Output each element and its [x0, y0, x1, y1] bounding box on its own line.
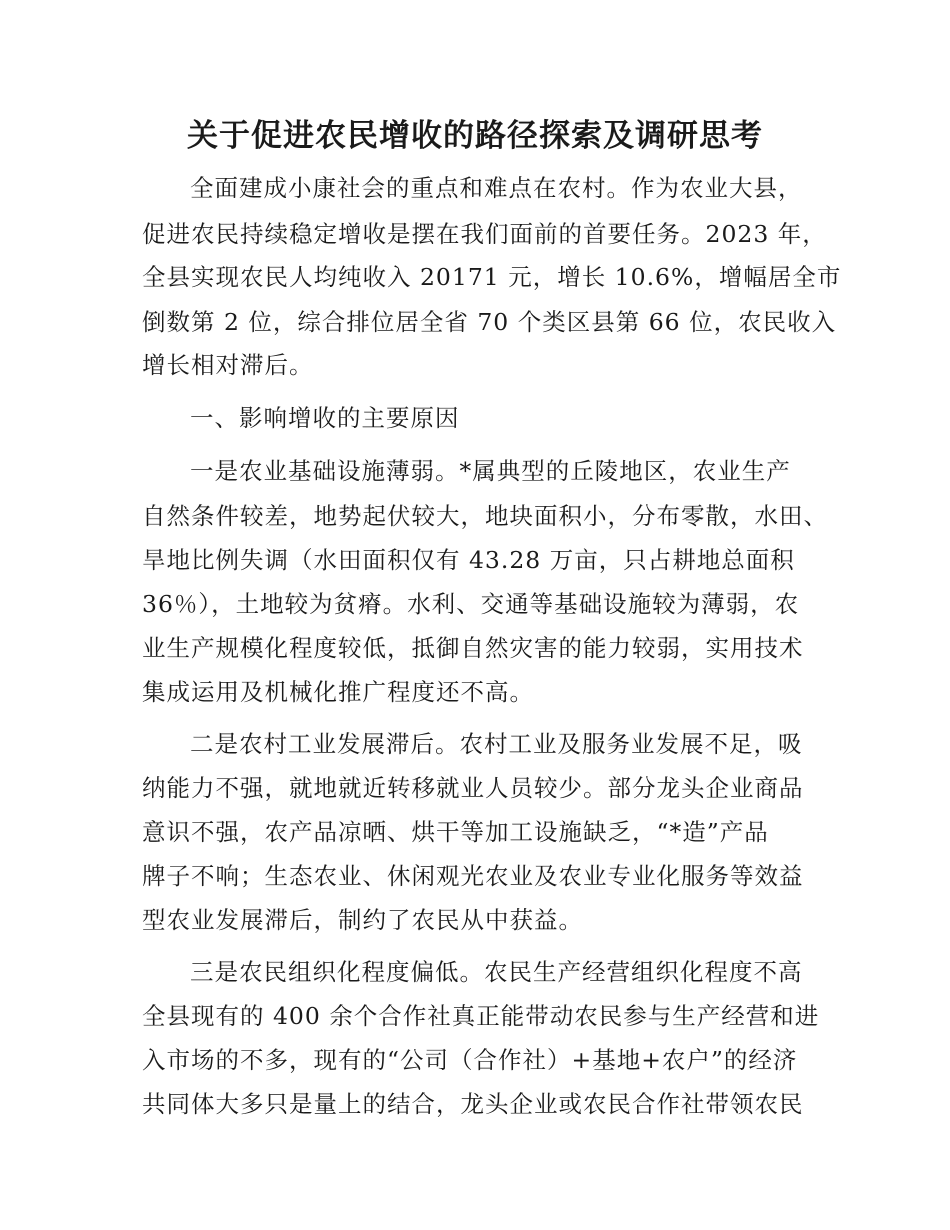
paragraph-line: 业生产规模化程度较低，抵御自然灾害的能力较弱，实用技术: [142, 634, 804, 662]
paragraph-line: 促进农民持续稳定增收是摆在我们面前的首要任务。2023 年，: [142, 220, 827, 248]
paragraph-line: 36％），土地较为贫瘠。水利、交通等基础设施较为薄弱，农: [142, 590, 800, 618]
paragraph-line: 旱地比例失调（水田面积仅有 43.28 万亩，只占耕地总面积: [142, 546, 795, 574]
paragraph-line: 入市场的不多，现有的“公司（合作社）+基地+农户”的经济: [142, 1046, 798, 1074]
paragraph-line: 三是农民组织化程度偏低。农民生产经营组织化程度不高: [190, 958, 803, 986]
paragraph-line: 全县现有的 400 余个合作社真正能带动农民参与生产经营和进: [142, 1002, 820, 1030]
paragraph-line: 纳能力不强，就地就近转移就业人员较少。部分龙头企业商品: [142, 774, 804, 802]
paragraph-line: 意识不强，农产品凉晒、烘干等加工设施缺乏，“*造”产品: [142, 818, 769, 846]
paragraph-line: 型农业发展滞后，制约了农民从中获益。: [142, 906, 583, 934]
paragraph-line: 牌子不响；生态农业、休闲观光农业及农业专业化服务等效益: [142, 862, 804, 890]
paragraph-line: 集成运用及机械化推广程度还不高。: [142, 678, 534, 706]
paragraph-line: 自然条件较差，地势起伏较大，地块面积小，分布零散，水田、: [142, 502, 828, 530]
paragraph-line: 共同体大多只是量上的结合，龙头企业或农民合作社带领农民: [142, 1090, 804, 1118]
paragraph-line: 全县实现农民人均纯收入 20171 元，增长 10.6%，增幅居全市: [142, 263, 842, 291]
section-heading: 一、影响增收的主要原因: [190, 404, 460, 432]
paragraph-line: 全面建成小康社会的重点和难点在农村。作为农业大县，: [190, 174, 803, 202]
document-title: 关于促进农民增收的路径探索及调研思考: [187, 118, 763, 154]
paragraph-line: 倒数第 2 位，综合排位居全省 70 个类区县第 66 位，农民收入: [142, 308, 837, 336]
paragraph-line: 二是农村工业发展滞后。农村工业及服务业发展不足，吸: [190, 730, 803, 758]
paragraph-line: 增长相对滞后。: [142, 351, 314, 379]
paragraph-line: 一是农业基础设施薄弱。*属典型的丘陵地区，农业生产: [190, 457, 791, 485]
